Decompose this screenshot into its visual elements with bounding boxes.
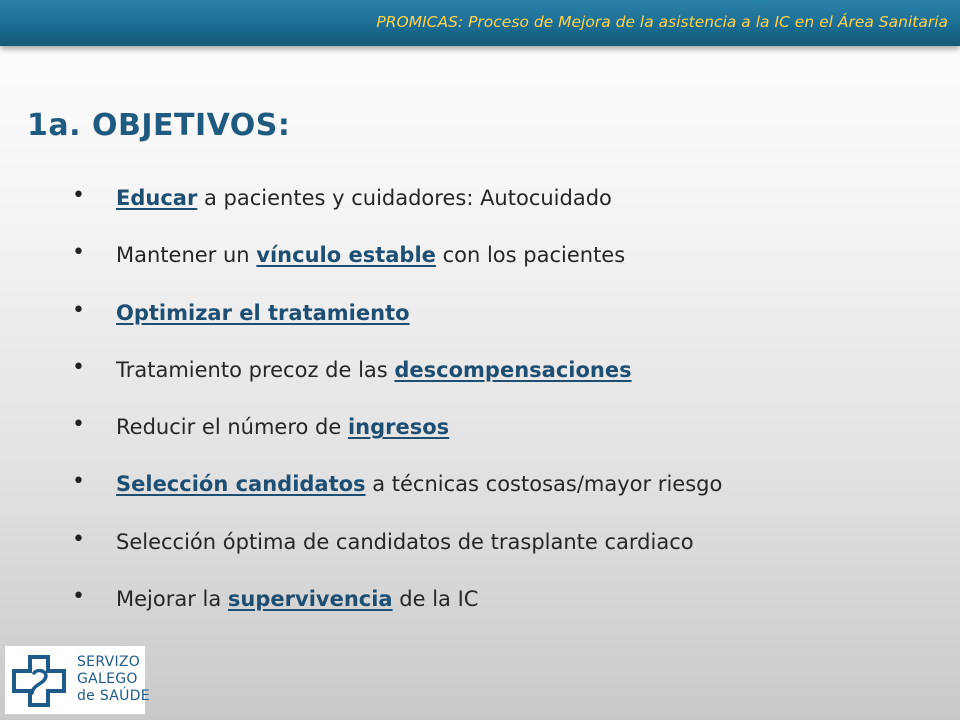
bullet-icon: •	[72, 183, 85, 208]
bullet-icon: •	[72, 354, 85, 380]
bullet-icon: •	[72, 584, 85, 610]
bullet-icon: •	[72, 412, 85, 438]
link-educar[interactable]: Educar	[116, 186, 198, 210]
bullet-text	[116, 301, 410, 325]
list-item	[72, 412, 722, 472]
bullet-text: Selección óptima de candidatos de trasplante cardiaco	[116, 529, 694, 554]
logo-line-3: de SAÚDE	[77, 688, 150, 704]
bullet-icon: •	[72, 526, 85, 552]
header-bar	[0, 0, 960, 46]
bullet-text: Selección candidatos a técnicas costosas/mayor riesgo	[116, 472, 723, 497]
logo-line-2: GALEGO	[77, 671, 138, 687]
bullet-icon: •	[72, 469, 85, 495]
cross-emblem-icon	[9, 654, 69, 708]
bullet-text: Mejorar la supervivencia de la IC	[116, 587, 479, 612]
bullet-icon: •	[72, 297, 85, 323]
link-supervivencia[interactable]: supervivencia	[227, 587, 393, 612]
logo-text	[77, 654, 150, 705]
link-seleccion-candidatos[interactable]: Selección candidatos	[116, 472, 366, 497]
bullet-icon: •	[72, 240, 85, 266]
link-ingresos[interactable]: ingresos	[347, 415, 450, 440]
bullet-text: Tratamiento precoz de las descompensaciones	[116, 357, 632, 382]
list-item	[72, 240, 722, 300]
list-item	[72, 354, 722, 415]
link-optimizar-tratamiento[interactable]: Optimizar el tratamiento	[116, 300, 410, 325]
link-vinculo-estable[interactable]: vínculo estable	[256, 243, 436, 268]
list-item	[72, 526, 722, 587]
list-item	[72, 183, 722, 243]
list-item	[72, 584, 722, 644]
list-item	[72, 469, 723, 529]
logo-line-1: SERVIZO	[77, 654, 141, 670]
header-title: PROMICAS: Proceso de Mejora de la asistencia a la IC en el Área Sanitaria	[376, 13, 948, 31]
bullet-text: Reducir el número de ingresos	[116, 415, 450, 440]
servizo-galego-logo	[4, 645, 150, 715]
page-title: 1a. OBJETIVOS:	[27, 108, 291, 143]
objectives-list	[72, 183, 723, 644]
bullet-text: Educar a pacientes y cuidadores: Autocuidado	[116, 186, 612, 210]
link-descompensaciones[interactable]: descompensaciones	[394, 357, 632, 382]
list-item	[72, 297, 722, 358]
bullet-text: Mantener un vínculo estable con los pacientes	[116, 243, 626, 268]
